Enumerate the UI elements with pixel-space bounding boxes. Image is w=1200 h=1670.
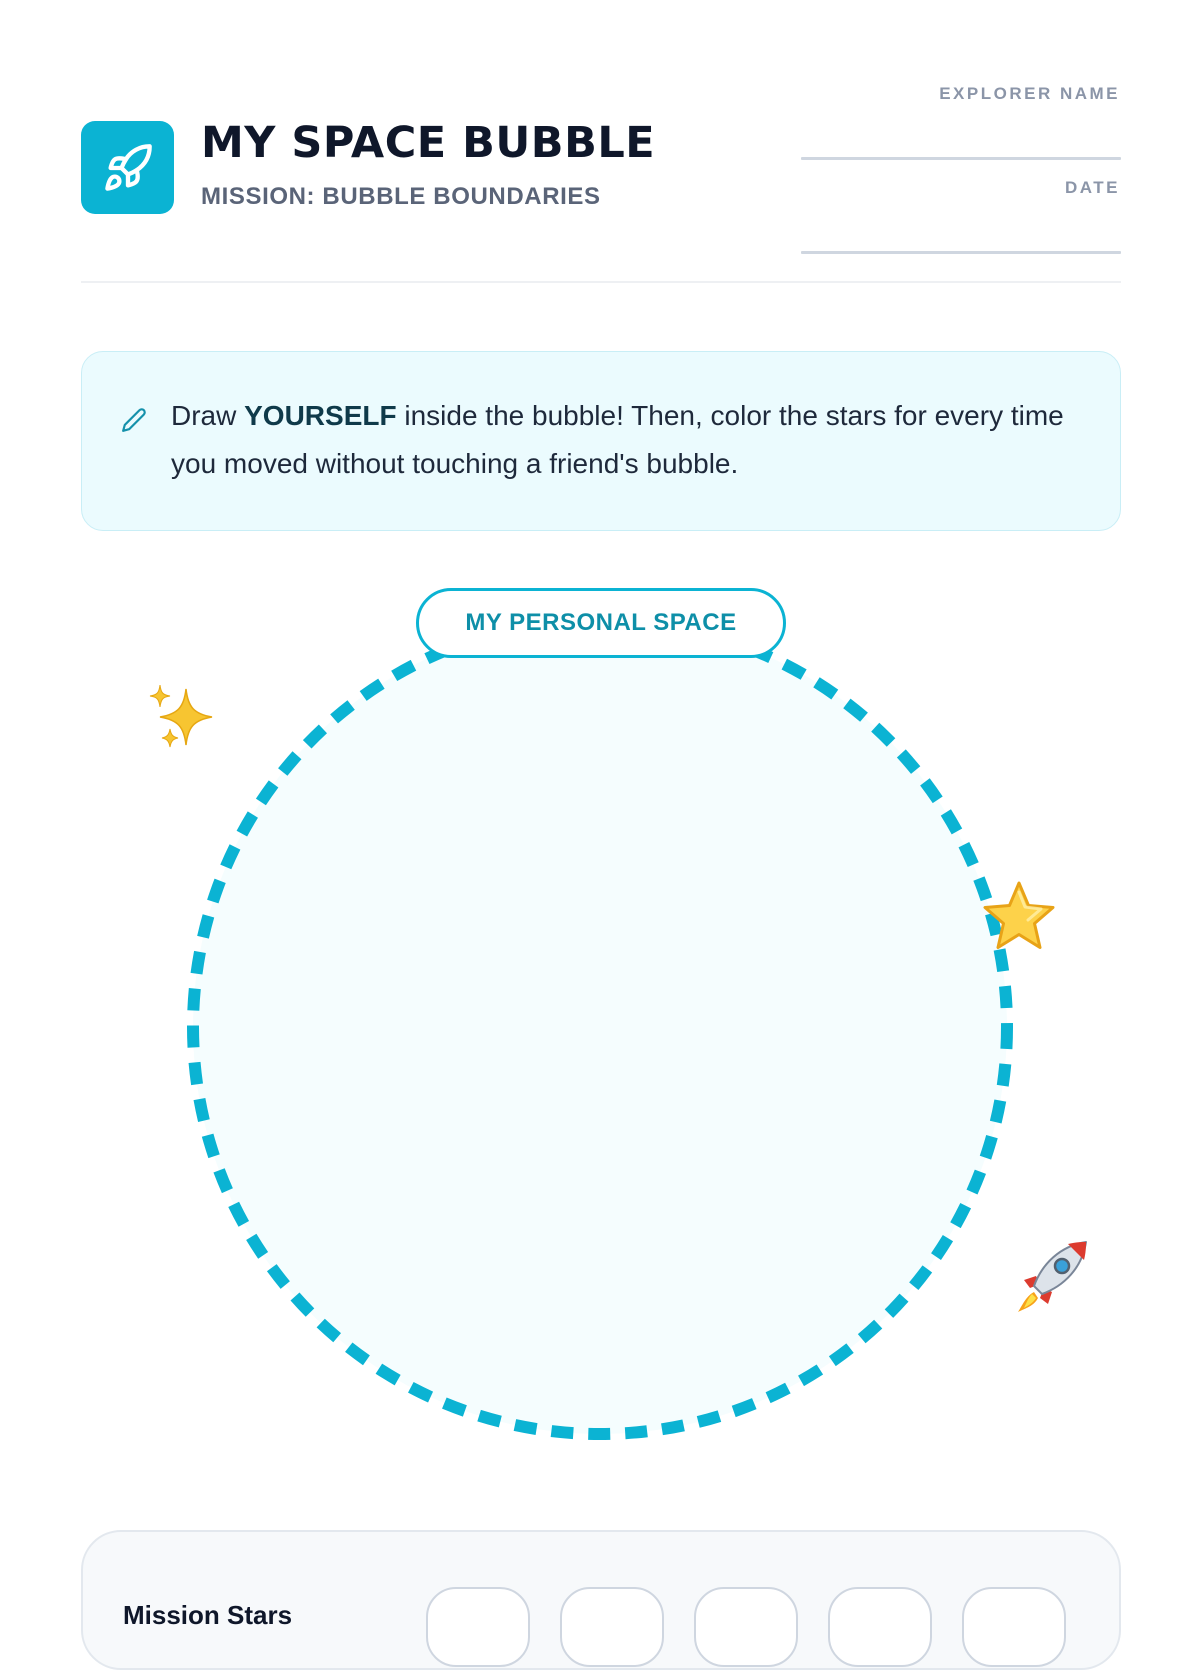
explorer-name-label: EXPLORER NAME: [939, 84, 1120, 103]
star-slot-3[interactable]: [694, 1587, 798, 1667]
sparkles-icon: [146, 683, 222, 753]
star-slot-1[interactable]: [426, 1587, 530, 1667]
star-slot-5[interactable]: [962, 1587, 1066, 1667]
mission-subtitle: MISSION: BUBBLE BOUNDARIES: [201, 183, 601, 210]
mission-stars-panel: [81, 1530, 1121, 1670]
rocket-emoji-icon: [1012, 1236, 1092, 1316]
date-label: DATE: [1064, 178, 1120, 197]
star-slot-4[interactable]: [828, 1587, 932, 1667]
tracker-label: Mission Stars: [123, 1600, 293, 1630]
page-title: MY SPACE BUBBLE: [201, 118, 656, 168]
personal-space-label: MY PERSONAL SPACE: [416, 588, 786, 658]
instruction-text-start: Draw: [171, 400, 245, 431]
star-slot-2[interactable]: [560, 1587, 664, 1667]
star-icon: [981, 880, 1057, 952]
instruction-text-end: inside the bubble! Then, color the stars for every time you moved without touching a friend's bubble.: [171, 400, 1064, 479]
personal-space-bubble[interactable]: [193, 620, 1007, 1434]
instruction-emphasis: YOURSELF: [244, 400, 397, 431]
